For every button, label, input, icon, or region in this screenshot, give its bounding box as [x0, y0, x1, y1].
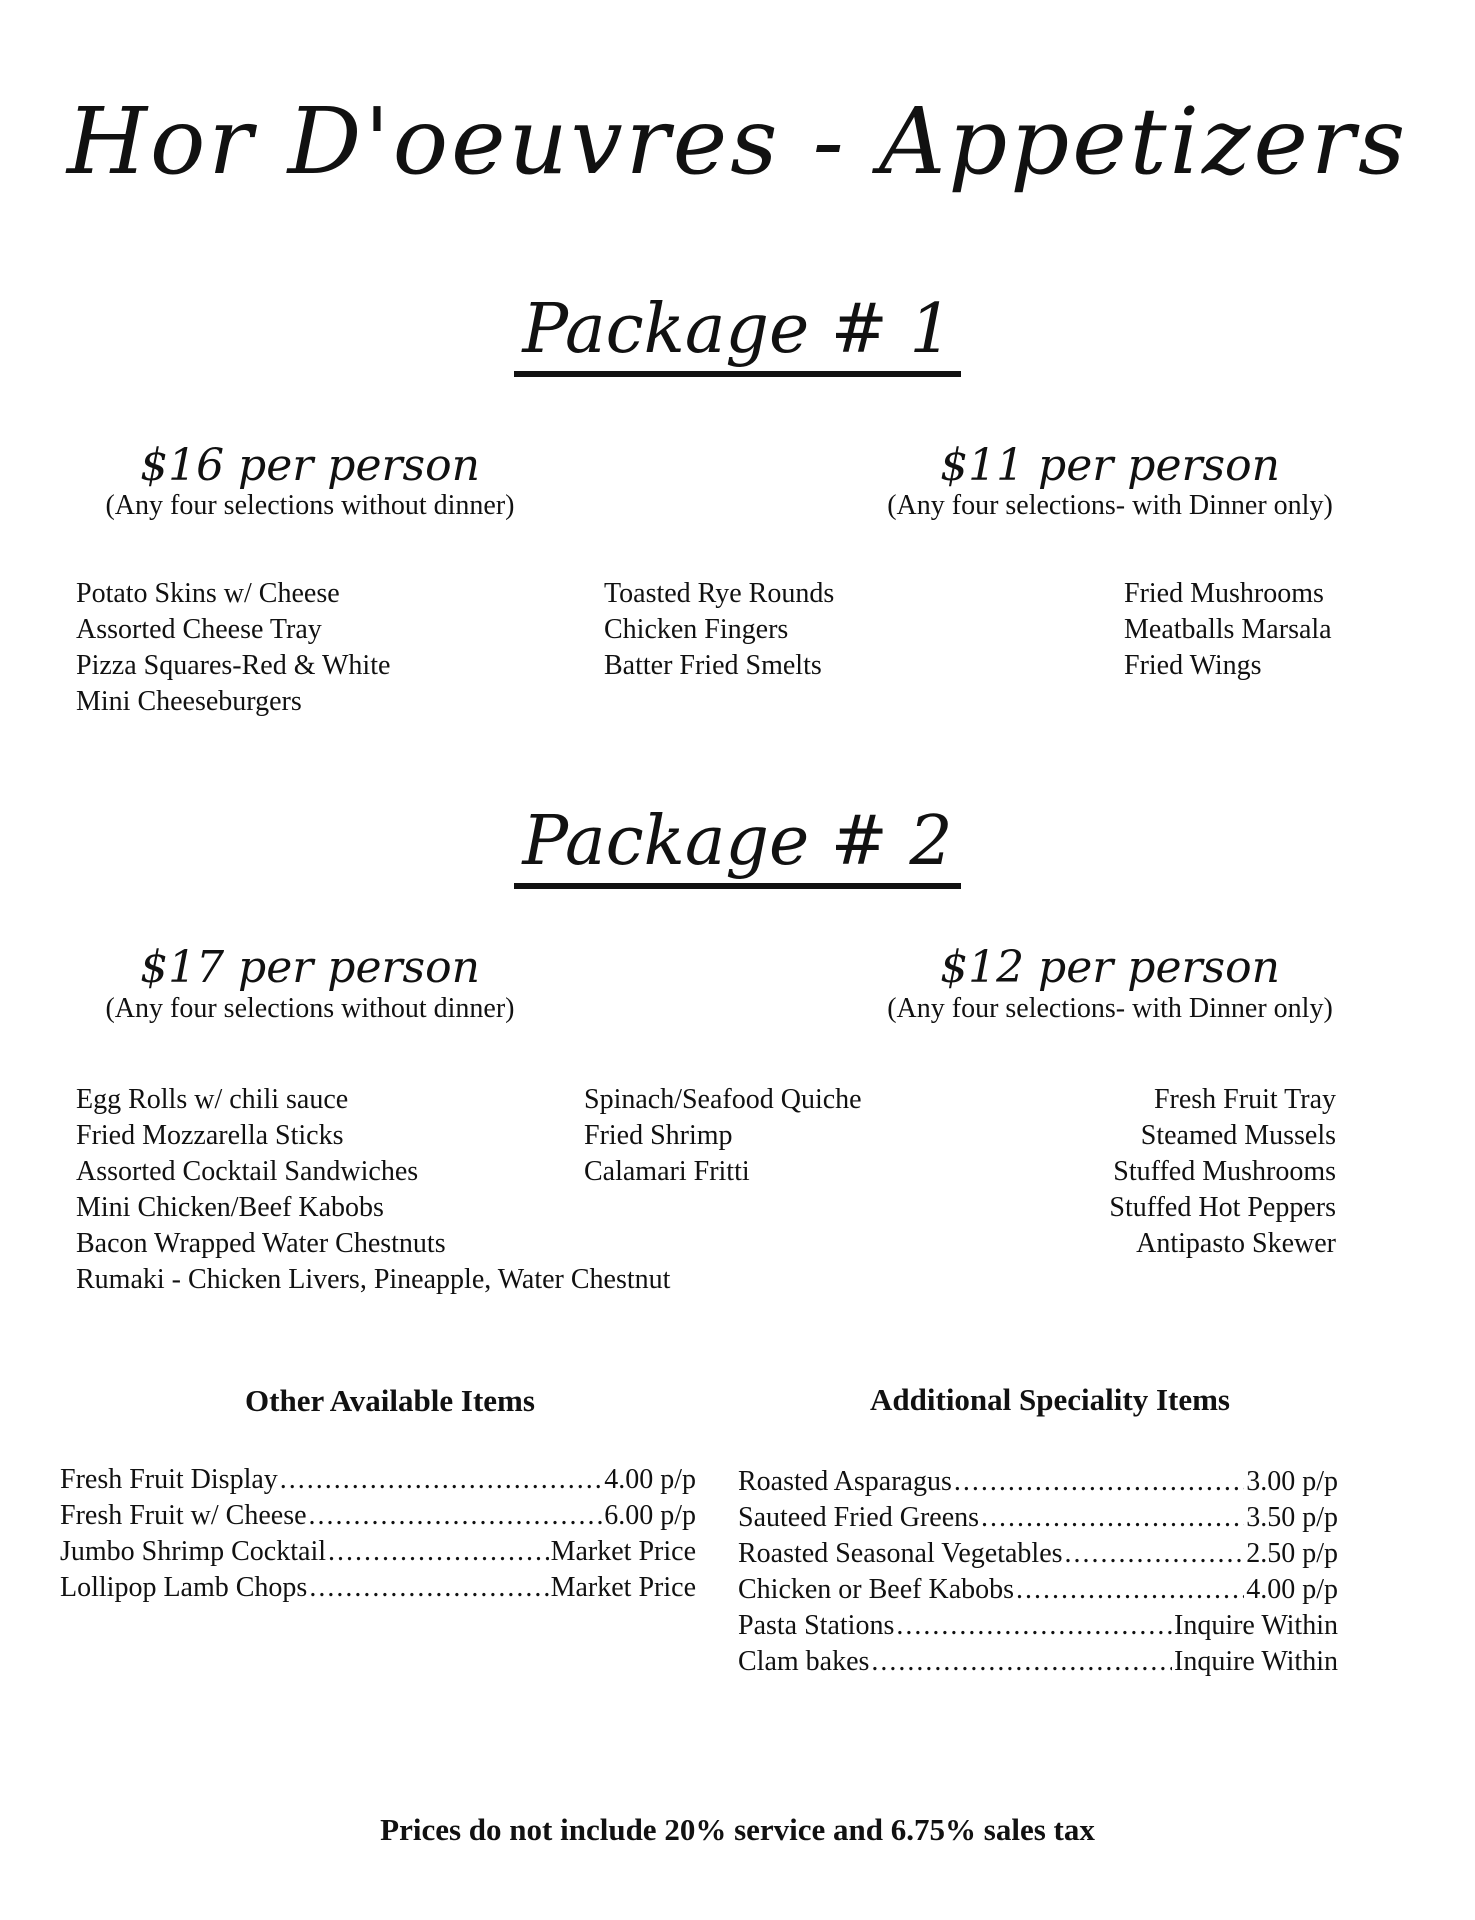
- list-item: Assorted Cheese Tray: [76, 614, 322, 645]
- list-item: Mini Cheeseburgers: [76, 686, 302, 717]
- price-row: [738, 1572, 1338, 1608]
- dot-leader: [896, 1608, 1172, 1644]
- item-name: Roasted Asparagus: [738, 1466, 952, 1497]
- dot-leader: [1065, 1536, 1245, 1572]
- item-name: Clam bakes: [738, 1646, 870, 1677]
- list-item: Meatballs Marsala: [1124, 614, 1332, 645]
- price-row: [60, 1570, 696, 1606]
- list-item: Rumaki - Chicken Livers, Pineapple, Water Chestnut: [76, 1264, 671, 1295]
- item-price: 4.00 p/p: [1246, 1574, 1338, 1605]
- page-title: Hor D'oeuvres - Appetizers: [66, 88, 1409, 195]
- price-row: [738, 1464, 1338, 1500]
- package-2-note-without-dinner: (Any four selections without dinner): [105, 993, 515, 1024]
- package-1-note-without-dinner: (Any four selections without dinner): [105, 490, 515, 521]
- list-item: Fresh Fruit Tray: [1153, 1084, 1336, 1115]
- item-price: 2.50 p/p: [1246, 1538, 1338, 1569]
- other-items-heading: Other Available Items: [245, 1383, 535, 1418]
- list-item: Pizza Squares-Red & White: [76, 650, 391, 681]
- dot-leader: [954, 1464, 1244, 1500]
- dot-leader: [309, 1570, 548, 1606]
- price-row: [60, 1534, 696, 1570]
- list-item: Antipasto Skewer: [1136, 1228, 1336, 1259]
- list-item: Fried Mozzarella Sticks: [76, 1120, 344, 1151]
- package-1-price-without-dinner: $16 per person: [140, 440, 480, 491]
- other-items-list: [60, 1462, 696, 1606]
- package-1-heading: [0, 290, 1475, 377]
- item-price: Inquire Within: [1174, 1610, 1338, 1641]
- list-item: Toasted Rye Rounds: [604, 578, 835, 609]
- item-name: Lollipop Lamb Chops: [60, 1572, 308, 1603]
- item-name: Fresh Fruit Display: [60, 1464, 278, 1495]
- package-1-column-2: [604, 576, 834, 684]
- item-price: Market Price: [550, 1572, 696, 1603]
- item-price: 3.50 p/p: [1246, 1502, 1338, 1533]
- item-name: Jumbo Shrimp Cocktail: [60, 1536, 326, 1567]
- list-item: Fried Wings: [1124, 650, 1262, 681]
- list-item: Stuffed Hot Peppers: [1109, 1192, 1336, 1223]
- package-2-column-1: [76, 1082, 670, 1298]
- package-1-note-with-dinner: (Any four selections- with Dinner only): [887, 490, 1333, 521]
- package-1-heading-text: Package # 1: [514, 290, 960, 377]
- item-name: Roasted Seasonal Vegetables: [738, 1538, 1063, 1569]
- list-item: Fried Shrimp: [584, 1120, 733, 1151]
- list-item: Stuffed Mushrooms: [1113, 1156, 1336, 1187]
- specialty-items-heading: Additional Speciality Items: [870, 1382, 1230, 1417]
- list-item: Egg Rolls w/ chili sauce: [76, 1084, 349, 1115]
- dot-leader: [871, 1644, 1172, 1680]
- item-name: Chicken or Beef Kabobs: [738, 1574, 1015, 1605]
- price-row: [60, 1462, 696, 1498]
- package-1-column-3: [1124, 576, 1332, 684]
- dot-leader: [981, 1500, 1244, 1536]
- price-row: [738, 1608, 1338, 1644]
- package-1-column-1: [76, 576, 390, 720]
- price-row: [738, 1500, 1338, 1536]
- list-item: Bacon Wrapped Water Chestnuts: [76, 1228, 446, 1259]
- list-item: Assorted Cocktail Sandwiches: [76, 1156, 419, 1187]
- package-1-price-with-dinner: $11 per person: [940, 440, 1280, 491]
- item-price: 4.00 p/p: [604, 1464, 696, 1495]
- item-name: Fresh Fruit w/ Cheese: [60, 1500, 307, 1531]
- list-item: Mini Chicken/Beef Kabobs: [76, 1192, 384, 1223]
- item-name: Sauteed Fried Greens: [738, 1502, 980, 1533]
- package-2-note-with-dinner: (Any four selections- with Dinner only): [887, 993, 1333, 1024]
- list-item: Chicken Fingers: [604, 614, 789, 645]
- footer-note: Prices do not include 20% service and 6.75% sales tax: [380, 1812, 1095, 1847]
- list-item: Spinach/Seafood Quiche: [584, 1084, 862, 1115]
- item-price: Inquire Within: [1174, 1646, 1338, 1677]
- dot-leader: [309, 1498, 603, 1534]
- specialty-items-list: [738, 1464, 1338, 1680]
- item-name: Pasta Stations: [738, 1610, 895, 1641]
- list-item: Batter Fried Smelts: [604, 650, 822, 681]
- dot-leader: [328, 1534, 549, 1570]
- list-item: Potato Skins w/ Cheese: [76, 578, 340, 609]
- package-2-heading-text: Package # 2: [514, 802, 960, 889]
- item-price: 6.00 p/p: [604, 1500, 696, 1531]
- price-row: [738, 1644, 1338, 1680]
- package-2-column-3: [1000, 1082, 1336, 1262]
- list-item: Fried Mushrooms: [1124, 578, 1324, 609]
- price-row: [738, 1536, 1338, 1572]
- item-price: Market Price: [550, 1536, 696, 1567]
- dot-leader: [1016, 1572, 1244, 1608]
- package-2-heading: [0, 802, 1475, 889]
- list-item: Calamari Fritti: [584, 1156, 750, 1187]
- package-2-price-with-dinner: $12 per person: [940, 942, 1280, 993]
- dot-leader: [280, 1462, 602, 1498]
- package-2-price-without-dinner: $17 per person: [140, 942, 480, 993]
- price-row: [60, 1498, 696, 1534]
- item-price: 3.00 p/p: [1246, 1466, 1338, 1497]
- package-2-column-2: [584, 1082, 862, 1190]
- list-item: Steamed Mussels: [1140, 1120, 1336, 1151]
